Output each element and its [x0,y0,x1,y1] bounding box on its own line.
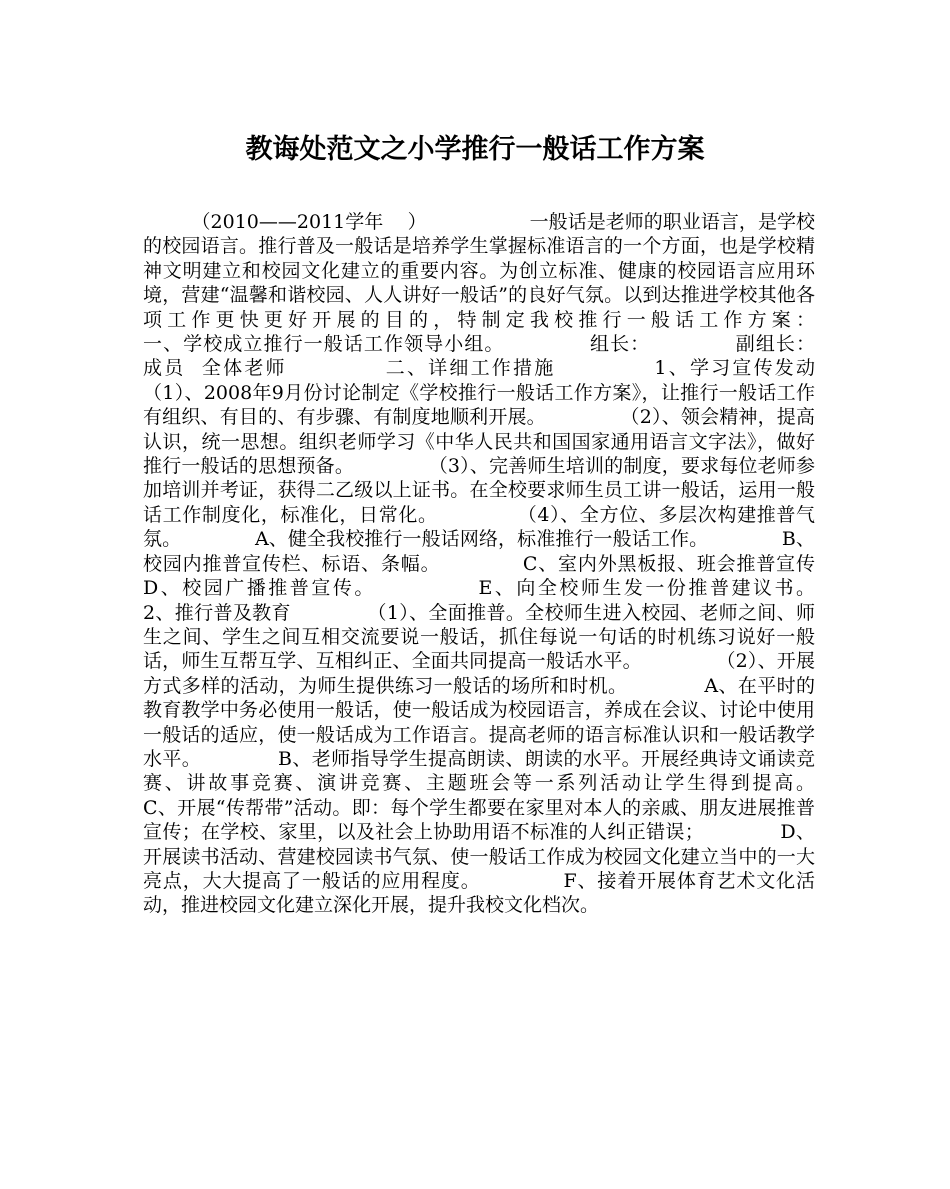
document-title: 教诲处范文之小学推行一般话工作方案 [245,134,705,165]
document-body: （2010——2011学年 ） 一般话是老师的职业语言，是学校的校园语言。推行普及一般话是培养学生掌握标准语言的一个方面，也是学校精神文明建立和校园文化建立的重要内容。为创立标准、健康的校园语言应用环境，营建“温馨和谐校园、人人讲好一般话”的良好气氛。以到达推进学校其他各项工作更快更好开展的目的，特制定我校推行一般话工作方案： 一、学校成立推行一般话工作领导小组。 组长： 副组长： 成员 全体老师 二、详细工作措施 1、学习宣传发动 （1）、2008年9月份讨论制定《学校推行一般话工作方案》，让推行一般话工作有组织、有目的、有步骤、有制度地顺利开展。 （2）、领会精神，提高认识，统一思想。组织老师学习《中华人民共和国国家通用语言文字法》，做好推行一般话的思想预备。 （3）、完善师生培训的制度，要求每位老师参加培训并考证，获得二乙级以上证书。在全校要求师生员工讲一般话，运用一般话工作制度化，标准化，日常化。 （4）、全方位、多层次构建推普气氛。 A、健全我校推行一般话网络，标准推行一般话工作。 B、校园内推普宣传栏、标语、条幅。 C、室内外黑板报、班会推普宣传 D、校园广播推普宣传。 E、向全校师生发一份推普建议书。 2、推行普及教育 （1）、全面推普。全校师生进入校园、老师之间、师生之间、学生之间互相交流要说一般话，抓住每说一句话的时机练习说好一般话，师生互帮互学、互相纠正、全面共同提高一般话水平。 （2）、开展方式多样的活动，为师生提供练习一般话的场所和时机。 A、在平时的教育教学中务必使用一般话，使一般话成为校园语言，养成在会议、讨论中使用一般话的适应，使一般话成为工作语言。提高老师的语言标准认识和一般话教学水平。 B、老师指导学生提高朗读、朗读的水平。开展经典诗文诵读竞赛、讲故事竞赛、演讲竞赛、主题班会等一系列活动让学生得到提高。 C、开展“传帮带”活动。即：每个学生都要在家里对本人的亲戚、朋友进展推普宣传；在学校、家里，以及社会上协助用语不标准的人纠正错误； D、开展读书活动、营建校园读书气氛、使一般话工作成为校园文化建立当中的一大亮点，大大提高了一般话的应用程度。 F、接着开展体育艺术文化活动，推进校园文化建立深化开展，提升我校文化档次。 [143,211,918,917]
